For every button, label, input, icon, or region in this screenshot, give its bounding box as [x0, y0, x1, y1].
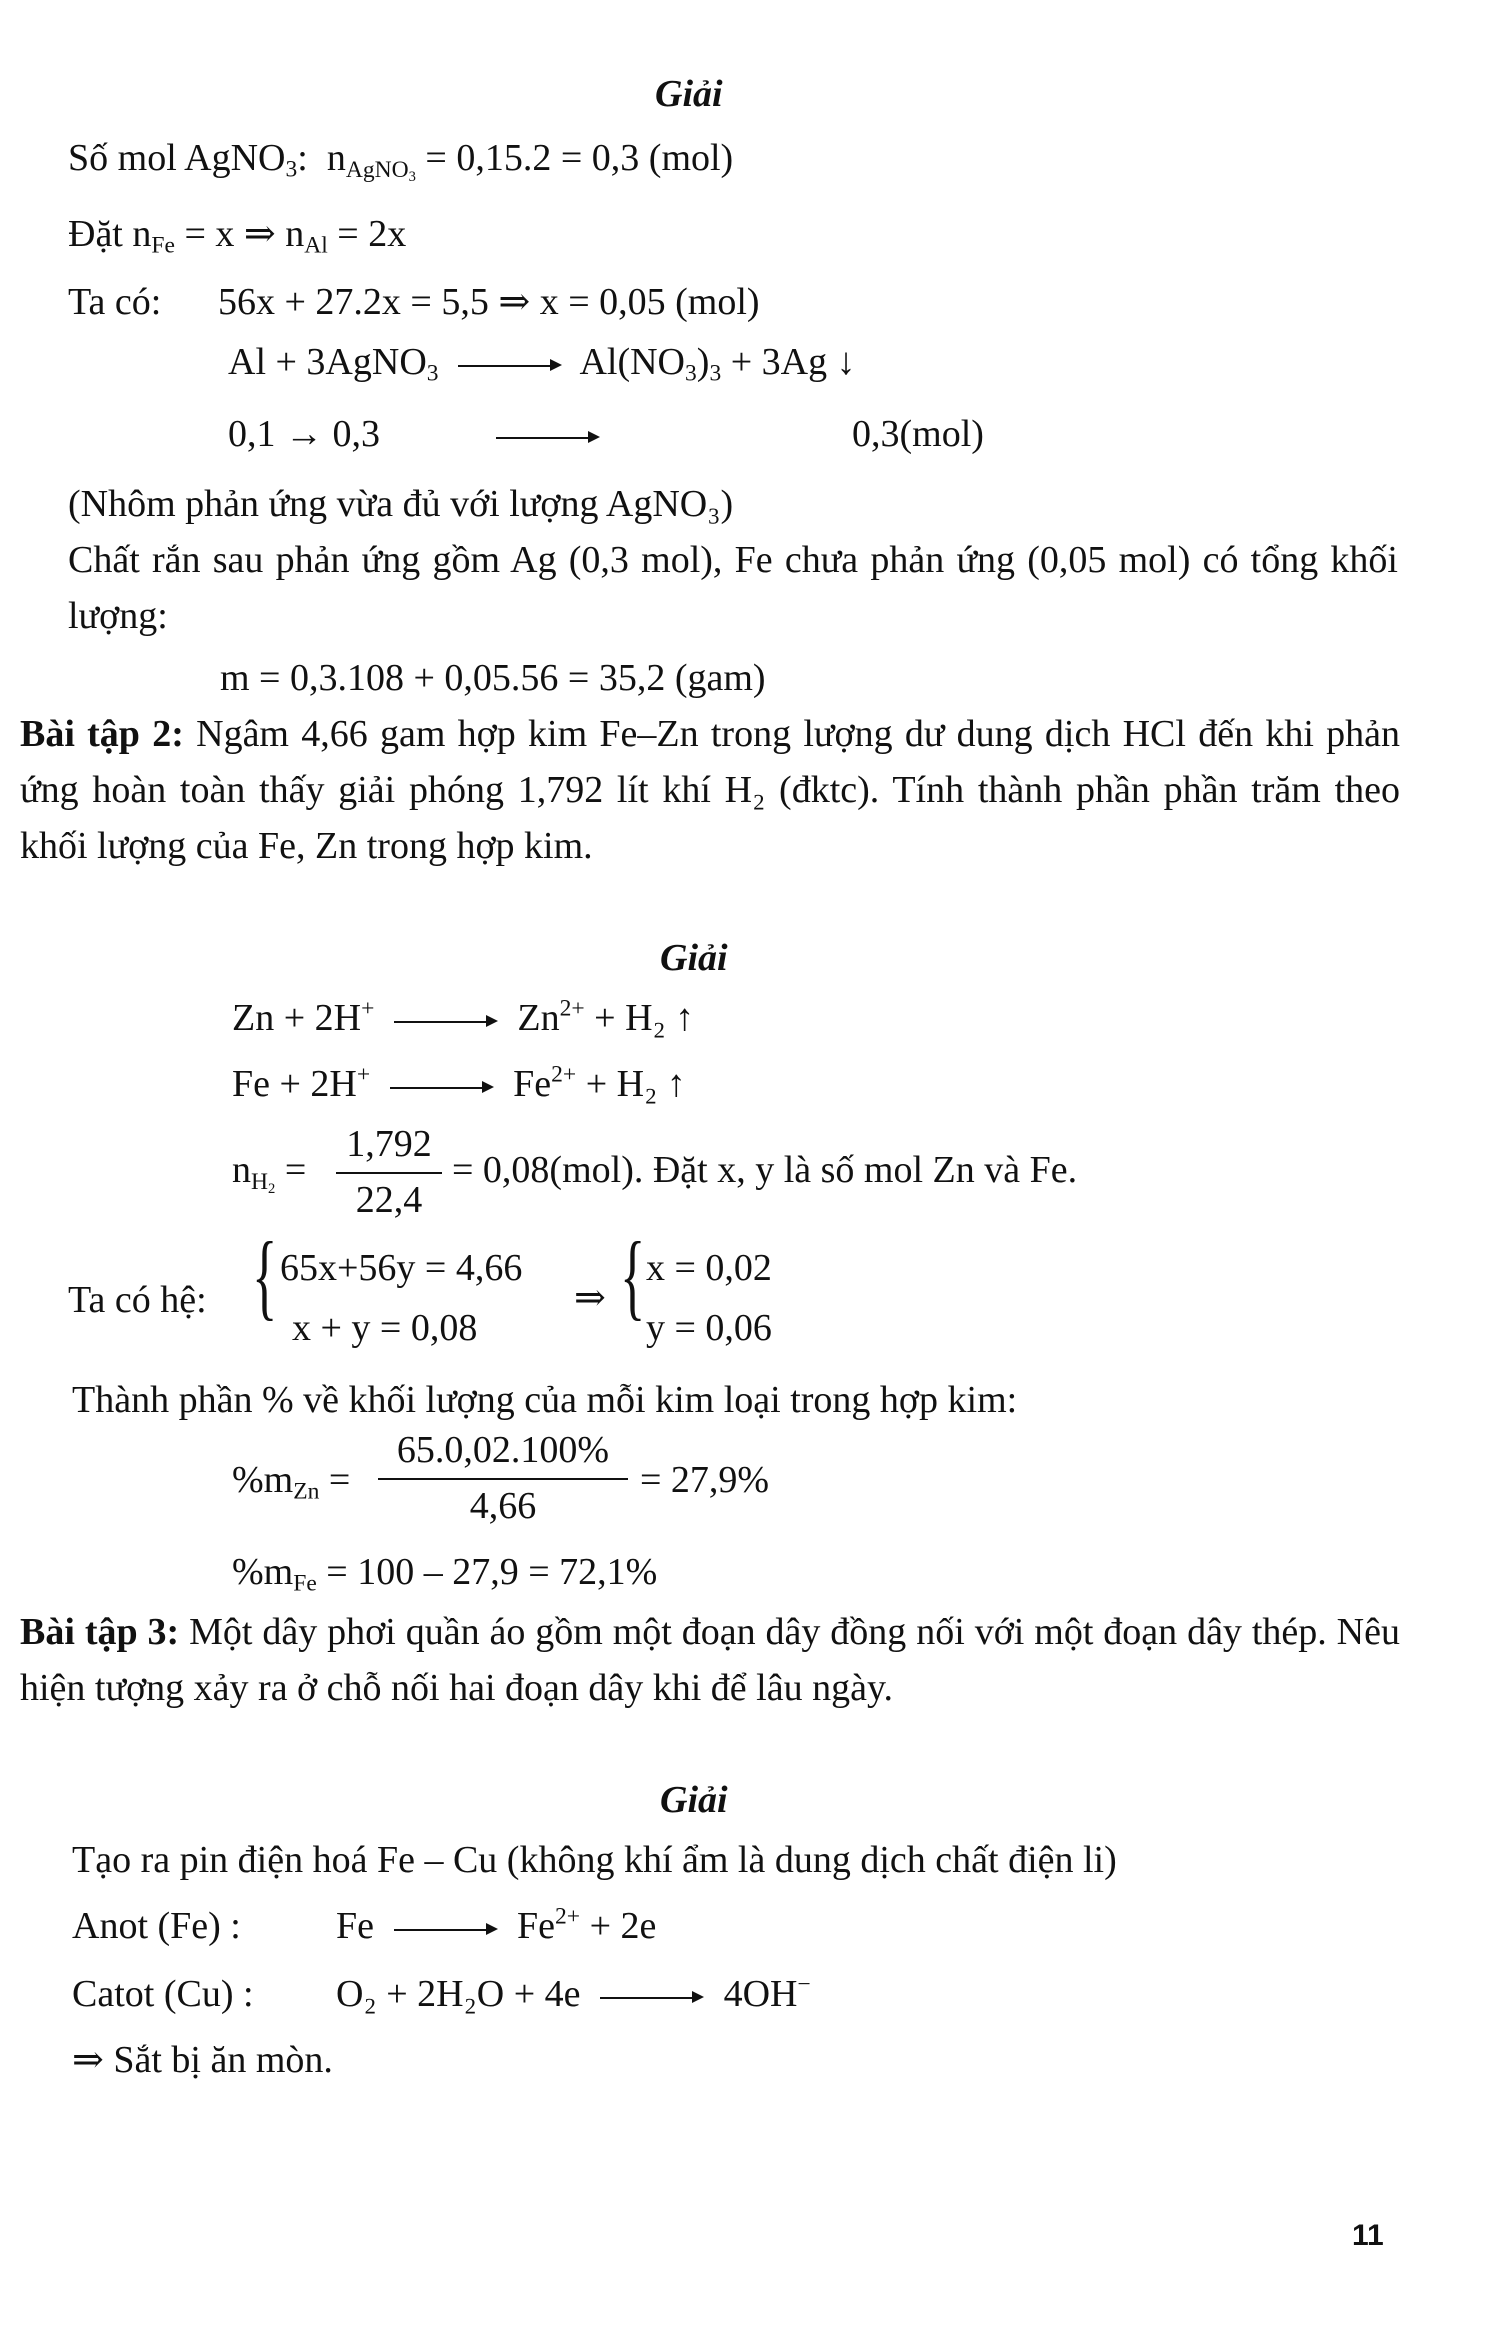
solid-description: Chất rắn sau phản ứng gồm Ag (0,3 mol), Fe chưa phản ứng (0,05 mol) có tổng khối lượng:	[68, 539, 1398, 637]
fe-reactants: Fe + 2H	[232, 1063, 357, 1105]
zn-denominator: 4,66	[469, 1484, 537, 1527]
set-variable-line	[68, 212, 406, 258]
exercise-3-statement	[20, 1604, 1400, 1716]
composition-line: Thành phần % về khối lượng của mỗi kim loại trong hợp kim:	[72, 1379, 1018, 1421]
galvanic-cell-line: Tạo ra pin điện hoá Fe – Cu (không khí ẩm là dung dịch chất điện li)	[72, 1839, 1117, 1881]
sub-3: 3	[285, 156, 298, 183]
nh2-fraction	[336, 1122, 442, 1223]
reaction-al-agno3: Al + 3AgNO$_3$ $Al(NO_3)_3 + 3Ag$ ↓	[228, 341, 856, 387]
reaction-moles-left: 0,1 → 0,3	[228, 413, 380, 455]
right-arrow-icon	[394, 1929, 498, 1930]
set-label: Đặt n	[68, 213, 152, 255]
reaction-moles-arrow	[486, 412, 610, 458]
page-number: 11	[1352, 2219, 1384, 2252]
set-mid: = x ⇒ n	[184, 213, 305, 255]
zn-percent-label: $\%m_{Zn}$ =	[232, 1459, 351, 1505]
solution-heading-3: Giải	[660, 1779, 728, 1821]
zn-ion: Zn	[517, 997, 560, 1039]
zn-h2: + H₂ ↑	[594, 997, 695, 1039]
fe-ion: Fe	[513, 1063, 552, 1105]
exercise-3-text: Một dây phơi quần áo gồm một đoạn dây đồng nối với một đoạn dây thép. Nêu hiện tượng xảy ra ở chỗ nối hai đoạn dây khi để lâu ngày.	[20, 1611, 1400, 1709]
aluminium-note: (Nhôm phản ứng vừa đủ với lượng AgNO₃)	[68, 483, 734, 525]
nh2-symbol: $n_{H_2}$ =	[232, 1149, 307, 1197]
solution-row-1: x = 0,02	[646, 1247, 772, 1289]
moles-agno3-line: Số mol AgNO$_3$: $n_{AgNO_3} = 0,15.2 = 0,3$ (mol)	[68, 137, 734, 185]
anode-reaction: Fe $Fe^{2+} + 2e$	[336, 1903, 657, 1947]
reactants: Al + 3AgNO	[228, 341, 427, 383]
left-brace-icon: {	[620, 1222, 646, 1329]
exercise-3-label: Bài tập 3:	[20, 1611, 180, 1653]
product-ag: + 3Ag ↓	[730, 341, 856, 383]
solution-row-2: y = 0,06	[646, 1307, 772, 1349]
zn-percent-result: = 27,9%	[640, 1459, 770, 1501]
exercise-2-label: Bài tập 2:	[20, 713, 184, 755]
anode-fe: Fe	[336, 1905, 374, 1947]
fe-h2: + H₂ ↑	[585, 1063, 686, 1105]
reaction-moles-right: 0,3(mol)	[852, 413, 984, 455]
exercise-2-text: Ngâm 4,66 gam hợp kim Fe–Zn trong lượng dư dung dịch HCl đến khi phản ứng hoàn toàn thấy giải phóng 1,792 lít khí H₂ (đktc). Tính thành phần phần trăm theo khối lượng của Fe, Zn trong hợp kim.	[20, 713, 1401, 867]
system-row-2: x + y = 0,08	[292, 1307, 478, 1349]
solution-heading-2: Giải	[660, 937, 728, 979]
cathode-hydroxide: 4OH	[723, 1973, 798, 2015]
solution-heading-1: Giải	[655, 73, 723, 115]
total-mass: m = 0,3.108 + 0,05.56 = 35,2 (gam)	[220, 657, 766, 699]
fe-percent-expr: = 100 – 27,9 = 72,1%	[326, 1551, 658, 1593]
conclusion: ⇒ Sắt bị ăn mòn.	[72, 2039, 333, 2081]
right-arrow-icon	[394, 1021, 498, 1022]
equation-line	[68, 280, 161, 326]
cathode-label: Catot (Cu) :	[72, 1973, 254, 2015]
anode-electrons: + 2e	[589, 1905, 657, 1947]
set-end: = 2x	[337, 213, 407, 255]
cathode-reactants: O₂ + 2H₂O + 4e	[336, 1973, 581, 2015]
ta-co-label: Ta có:	[68, 281, 162, 323]
reaction-fe: Fe + 2H+ $Fe^{2+} + H_2$ ↑	[232, 1061, 686, 1105]
right-arrow-icon	[496, 437, 600, 438]
nh2-result: = 0,08(mol). Đặt x, y là số mol Zn và Fe.	[452, 1149, 1078, 1191]
anode-label: Anot (Fe) :	[72, 1905, 241, 1947]
exercise-2-statement	[20, 706, 1400, 874]
right-arrow-icon	[390, 1087, 494, 1088]
reaction-zn: Zn + 2H+ $Zn^{2+} + H_2$ ↑	[232, 995, 695, 1039]
zn-reactants: Zn + 2H	[232, 997, 362, 1039]
nh2-numerator: 1,792	[336, 1122, 442, 1174]
right-arrow-icon	[458, 365, 562, 366]
zn-percent-fraction	[378, 1428, 628, 1529]
moles-label: Số mol AgNO	[68, 137, 286, 179]
nh2-denominator: 22,4	[355, 1178, 423, 1221]
sub-al: Al	[304, 232, 328, 259]
implies-icon: ⇒	[574, 1277, 606, 1319]
cathode-reaction: O₂ + 2H₂O + 4e 4OH−	[336, 1971, 811, 2015]
mass-equation: 56x + 27.2x = 5,5 ⇒ x = 0,05 (mol)	[218, 281, 760, 323]
right-arrow-icon	[600, 1997, 704, 1998]
product-alno3: Al(NO	[579, 341, 685, 383]
left-brace-icon: {	[252, 1222, 278, 1329]
anode-fe-ion: Fe	[517, 1905, 555, 1947]
sub-fe: Fe	[151, 232, 175, 259]
zn-numerator: 65.0,02.100%	[378, 1428, 628, 1480]
system-row-1: 65x+56y = 4,66	[280, 1247, 523, 1289]
moles-expr: = 0,15.2 = 0,3 (mol)	[425, 137, 734, 179]
system-label: Ta có hệ:	[68, 1279, 207, 1321]
fe-percent-line: $\%m_{Fe} = 100 - 27,9 = 72,1\%$	[232, 1551, 658, 1597]
